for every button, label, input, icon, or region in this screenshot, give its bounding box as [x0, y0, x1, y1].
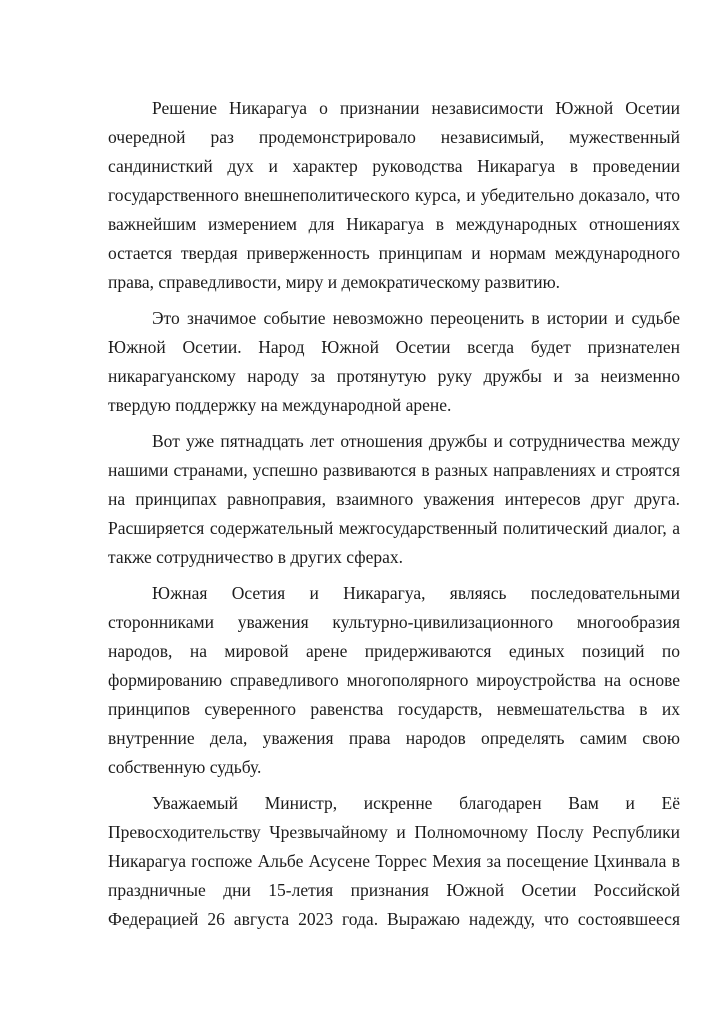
- text-line: важнейшим измерением для Никарагуа в международных отношениях: [108, 214, 680, 234]
- text-line: Вот уже пятнадцать лет отношения дружбы и сотрудничества между: [152, 431, 680, 451]
- text-line: Федерацией 26 августа 2023 года. Выражаю надежду, что состоявшееся: [108, 909, 680, 929]
- text-line: Уважаемый Министр, искренне благодарен Вам и Её: [152, 793, 680, 813]
- text-line: также сотрудничество в других сферах.: [108, 547, 403, 567]
- text-line: права, справедливости, миру и демократическому развитию.: [108, 272, 561, 292]
- text-line: очередной раз продемонстрировало независимый, мужественный: [108, 127, 680, 147]
- text-line: народов, на мировой арене придерживаются единых позиций по: [108, 641, 680, 661]
- text-line: нашими странами, успешно развиваются в разных направлениях и строятся: [108, 460, 680, 480]
- text-line: Решение Никарагуа о признании независимости Южной Осетии: [152, 98, 680, 118]
- text-line: государственного внешнеполитического курса, и убедительно доказало, что: [108, 185, 680, 205]
- text-line: формированию справедливого многополярного мироустройства на основе: [108, 670, 680, 690]
- text-line: остается твердая приверженность принципам и нормам международного: [108, 243, 680, 263]
- text-line: собственную судьбу.: [108, 757, 262, 777]
- text-line: Расширяется содержательный межгосударственный политический диалог, а: [108, 518, 680, 538]
- text-line: Никарагуа госпоже Альбе Асусене Торрес Мехия за посещение Цхинвала в: [108, 851, 680, 871]
- text-line: Южная Осетия и Никарагуа, являясь последовательными: [152, 583, 680, 603]
- text-line: на принципах равноправия, взаимного уважения интересов друг друга.: [108, 489, 680, 509]
- text-line: Превосходительству Чрезвычайному и Полномочному Послу Республики: [108, 822, 680, 842]
- text-line: сандинисткий дух и характер руководства Никарагуа в проведении: [108, 156, 680, 176]
- paragraph: [108, 304, 680, 420]
- text-line: Южной Осетии. Народ Южной Осетии всегда будет признателен: [108, 337, 680, 357]
- paragraph: [108, 427, 680, 572]
- text-line: праздничные дни 15-летия признания Южной Осетии Российской: [108, 880, 680, 900]
- text-line: никарагуанскому народу за протянутую руку дружбы и за неизменно: [108, 366, 680, 386]
- document-page: [108, 94, 680, 941]
- text-line: твердую поддержку на международной арене.: [108, 395, 452, 415]
- text-line: принципов суверенного равенства государств, невмешательства в их: [108, 699, 680, 719]
- text-line: сторонниками уважения культурно-цивилизационного многообразия: [108, 612, 680, 632]
- paragraph: [108, 579, 680, 782]
- paragraph: [108, 789, 680, 934]
- text-line: внутренние дела, уважения права народов определять самим свою: [108, 728, 680, 748]
- text-line: Это значимое событие невозможно переоценить в истории и судьбе: [152, 308, 680, 328]
- paragraph: [108, 94, 680, 297]
